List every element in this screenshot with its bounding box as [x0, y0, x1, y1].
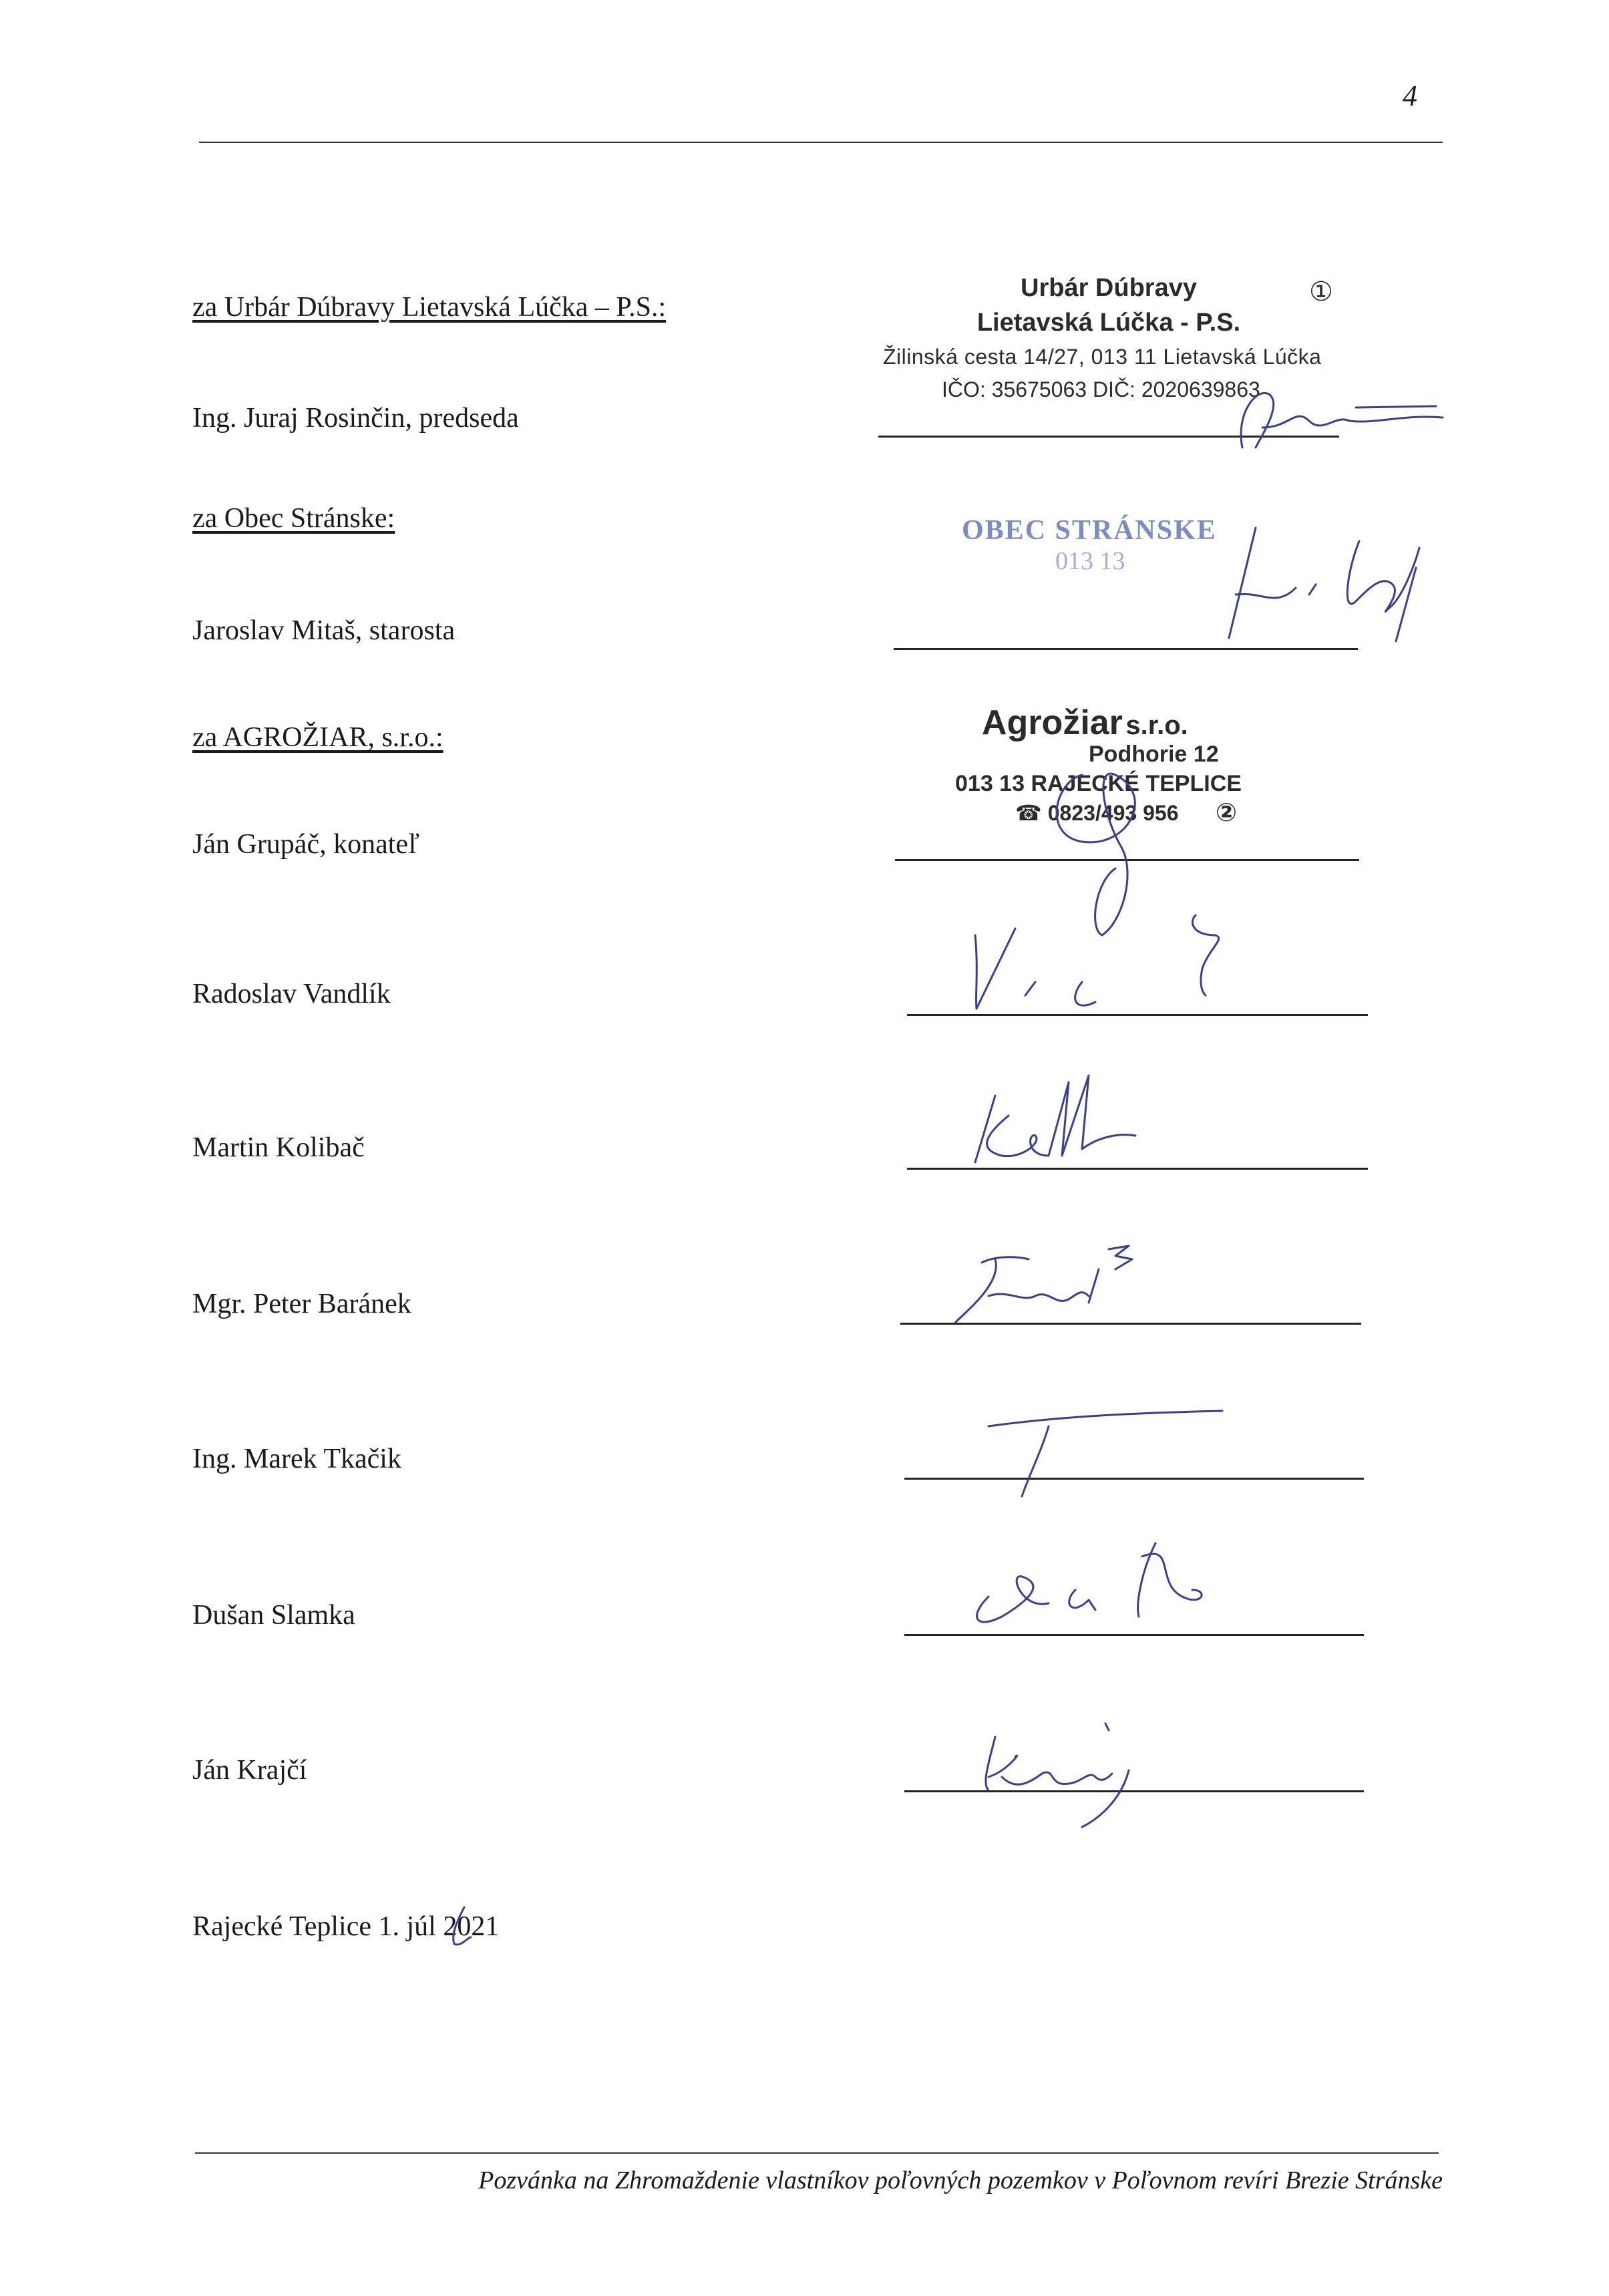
date-correction-mark	[441, 1904, 481, 1951]
stamp-agroziar-line3: 013 13 RAJECKÉ TEPLICE	[955, 771, 1242, 796]
org-label-urbar: za Urbár Dúbravy Lietavská Lúčka – P.S.:	[192, 292, 667, 323]
signature-tkacik	[962, 1396, 1242, 1503]
header-rule	[199, 142, 1443, 143]
signature-vandlik	[962, 909, 1242, 1015]
signature-kolibac	[962, 1069, 1162, 1169]
stamp-obec-line1: OBEC STRÁNSKE	[962, 515, 1217, 546]
signatory-name-grupac: Ján Grupáč, konateľ	[192, 829, 420, 860]
stamp-agroziar-line4: ☎ 0823/493 956	[1015, 801, 1179, 825]
stamp-urbar-line1: Urbár Dúbravy	[1021, 274, 1197, 302]
signatory-name-kolibac: Martin Kolibač	[192, 1132, 365, 1163]
signatory-name-krajci: Ján Krajčí	[192, 1755, 307, 1786]
signature-krajci	[968, 1710, 1182, 1844]
stamp-agroziar-sro: s.r.o.	[1125, 711, 1188, 740]
footer-text: Pozvánka na Zhromaždenie vlastníkov poľovných pozemkov v Poľovnom revíri Brezie Stránske	[478, 2166, 1443, 2194]
stamp-obec-line2: 013 13	[1055, 547, 1125, 575]
page-number: 4	[1403, 79, 1417, 112]
signatory-name-rosincin: Ing. Juraj Rosinčin, predseda	[192, 403, 519, 434]
signature-grupac	[1029, 735, 1189, 935]
stamp-agroziar-number: ②	[1216, 799, 1238, 827]
stamp-urbar-line4: IČO: 35675063 DIČ: 2020639863	[942, 377, 1260, 401]
org-label-agroziar: za AGROŽIAR, s.r.o.:	[192, 722, 443, 753]
closing-date: Rajecké Teplice 1. júl 2021	[192, 1911, 500, 1942]
signature-baranek	[955, 1229, 1155, 1329]
signatory-name-baranek: Mgr. Peter Baránek	[192, 1289, 411, 1319]
stamp-urbar-line3: Žilinská cesta 14/27, 013 11 Lietavská Lúčka	[883, 345, 1322, 369]
signatory-name-vandlik: Radoslav Vandlík	[192, 979, 391, 1009]
signature-mitas	[1216, 521, 1429, 655]
signature-slamka	[962, 1516, 1229, 1630]
stamp-agroziar-line2: Podhorie 12	[1089, 742, 1219, 767]
footer-rule	[195, 2152, 1439, 2154]
signatory-name-slamka: Dušan Slamka	[192, 1600, 355, 1631]
stamp-urbar-number: ①	[1309, 277, 1333, 307]
signatory-name-mitas: Jaroslav Mitaš, starosta	[192, 615, 456, 646]
signature-rosincin	[1216, 347, 1456, 468]
signatory-name-tkacik: Ing. Marek Tkačik	[192, 1444, 401, 1474]
stamp-agroziar-name: Agrožiar	[982, 703, 1123, 742]
stamp-urbar-line2: Lietavská Lúčka - P.S.	[976, 309, 1241, 337]
signature-line-slamka	[904, 1634, 1364, 1636]
org-label-obec: za Obec Stránske:	[192, 503, 395, 534]
